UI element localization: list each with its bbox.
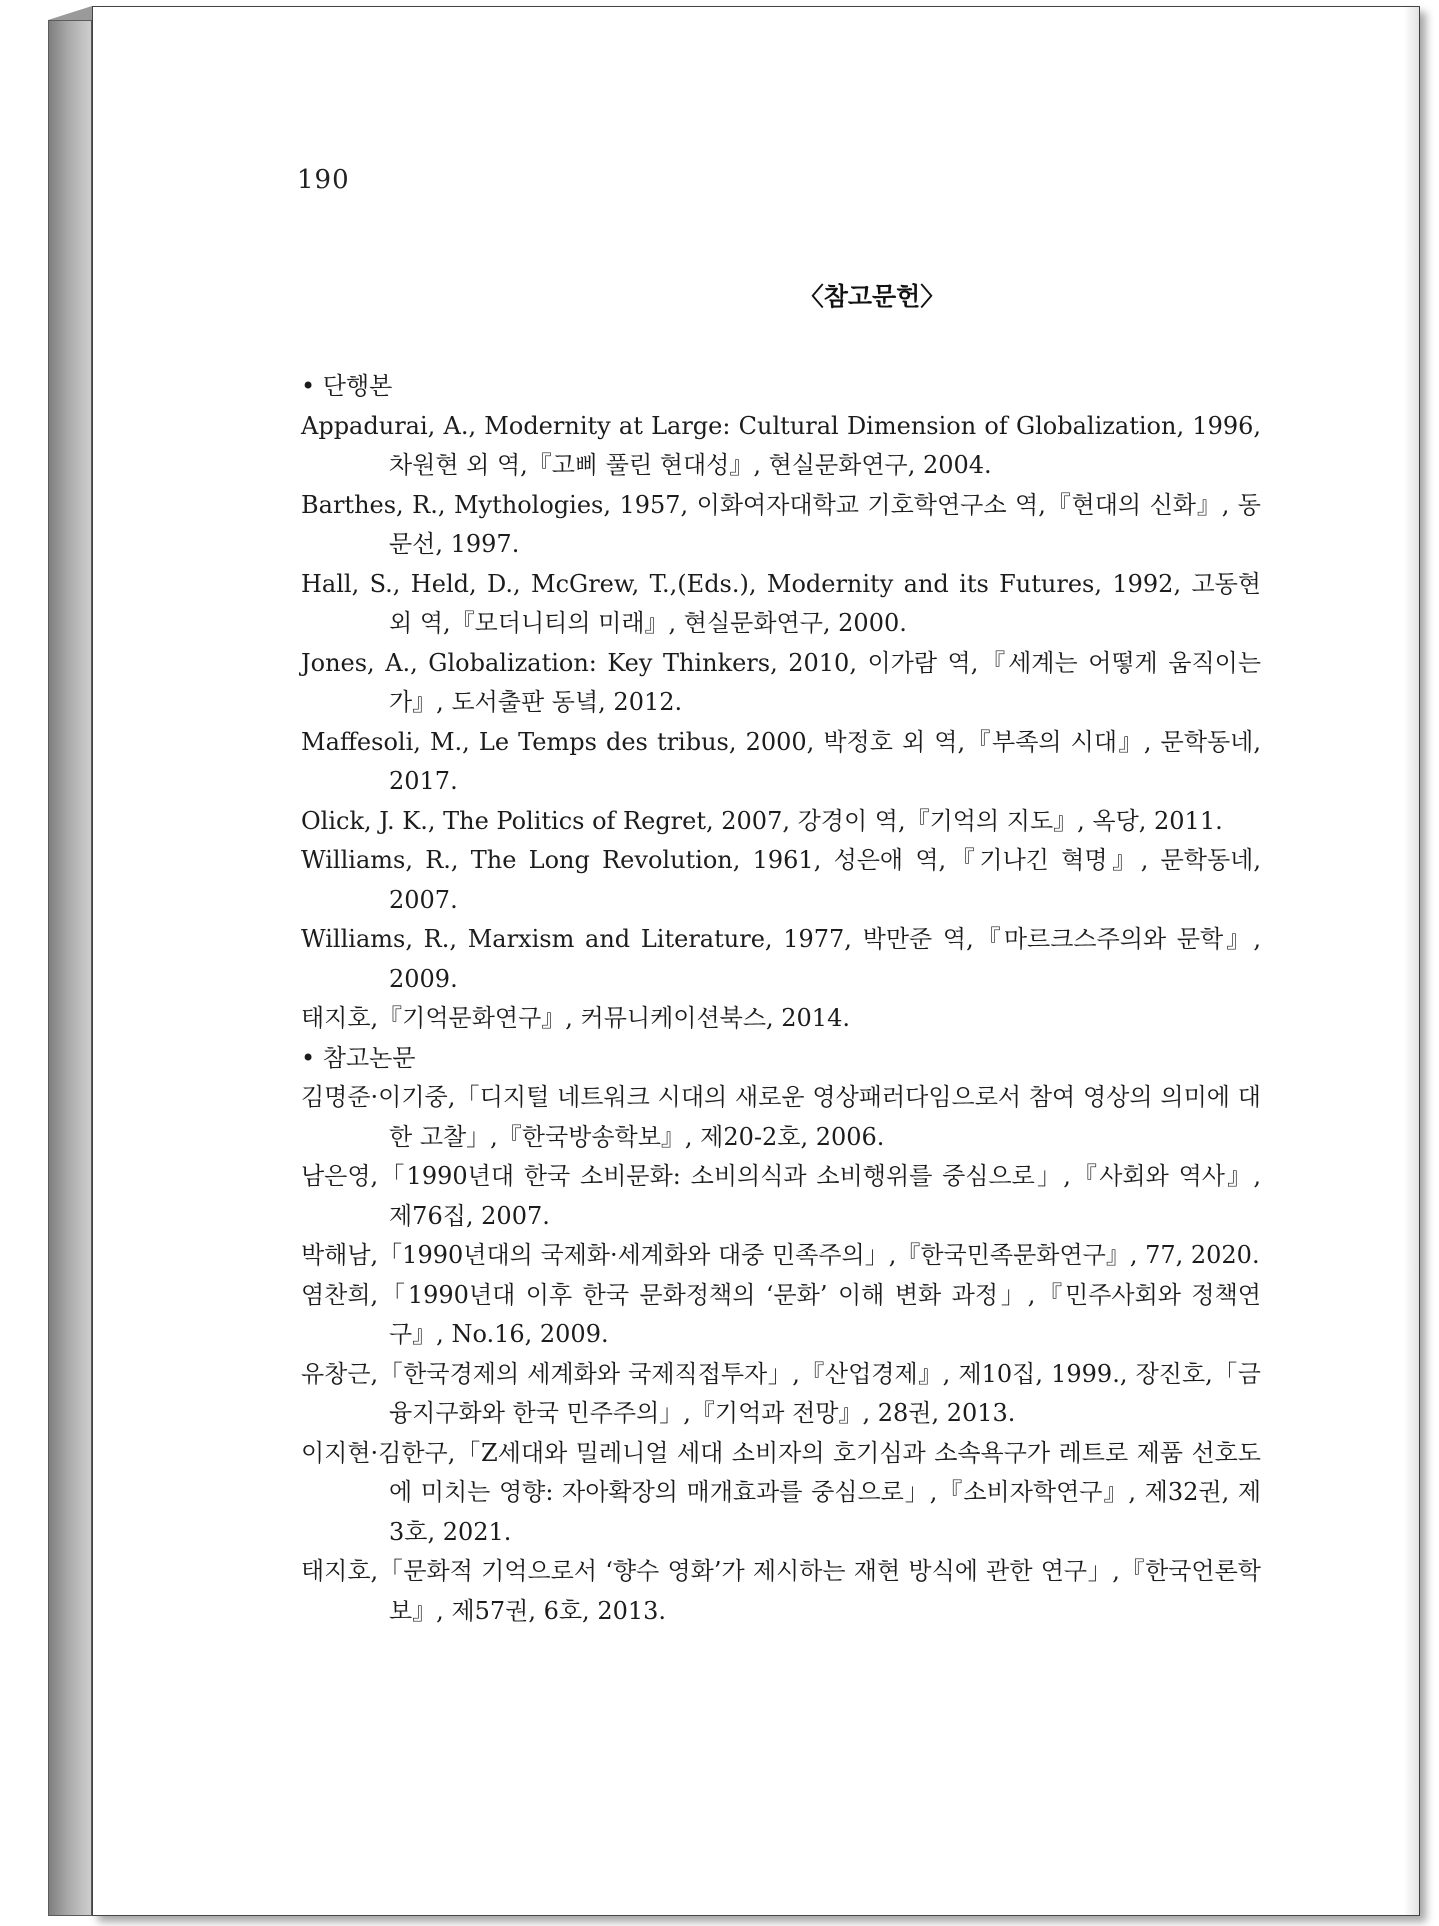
reference-entry: 염찬희,「1990년대 이후 한국 문화정책의 ‘문화’ 이해 변화 과정」,『민주사회와 정책연구』, No.16, 2009. [301,1280,1261,1348]
reference-entry: Maffesoli, M., Le Temps des tribus, 2000, 박정호 외 역,『부족의 시대』, 문학동네, 2017. [301,727,1261,795]
reference-entry: Olick, J. K., The Politics of Regret, 2007, 강경이 역,『기억의 지도』, 옥당, 2011. [301,806,1223,835]
book-page [92,6,1420,1916]
reference-entry: 김명준·이기중,「디지털 네트워크 시대의 새로운 영상패러다임으로서 참여 영상의 의미에 대한 고찰」,『한국방송학보』, 제20-2호, 2006. [301,1083,1261,1151]
reference-entry: 남은영,「1990년대 한국 소비문화: 소비의식과 소비행위를 중심으로」,『사회와 역사』, 제76집, 2007. [301,1162,1261,1230]
book-spine [48,20,92,1916]
reference-entry: 이지현·김한구,「Z세대와 밀레니얼 세대 소비자의 호기심과 소속욕구가 레트로 제품 선호도에 미치는 영향: 자아확장의 매개효과를 중심으로」,『소비자학연구』, 제32권, 제3호, 2021. [301,1438,1261,1546]
reference-entry: 박해남,「1990년대의 국제화·세계화와 대중 민족주의」,『한국민족문화연구』, 77, 2020. [301,1241,1260,1269]
reference-entry: Jones, A., Globalization: Key Thinkers, 2010, 이가람 역,『세계는 어떻게 움직이는가』, 도서출판 동녘, 2012. [301,648,1261,716]
reference-entry: 태지호,「문화적 기억으로서 ‘향수 영화’가 제시하는 재현 방식에 관한 연구」,『한국언론학보』, 제57권, 6호, 2013. [301,1557,1261,1625]
reference-entry: 태지호,『기억문화연구』, 커뮤니케이션북스, 2014. [301,1004,850,1032]
reference-entry: Williams, R., The Long Revolution, 1961, 성은애 역,『기나긴 혁명』, 문학동네, 2007. [301,846,1261,914]
reference-entry: Barthes, R., Mythologies, 1957, 이화여자대학교 기호학연구소 역,『현대의 신화』, 동문선, 1997. [301,490,1261,558]
reference-entry: Appadurai, A., Modernity at Large: Cultural Dimension of Globalization, 1996, 차원현 외 역,『고삐 풀린 현대성』, 현실문화연구, 2004. [301,411,1261,479]
page-heading: 〈참고문헌〉 [798,282,946,311]
book-mockup [48,6,1428,1918]
section-title-papers: • 참고논문 [301,1043,416,1072]
book-spine-top [48,6,92,20]
reference-entry: 유창근,「한국경제의 세계화와 국제직접투자」,『산업경제』, 제10집, 1999., 장진호,「금융지구화와 한국 민주주의」,『기억과 전망』, 28권, 2013. [301,1359,1261,1427]
reference-entry: Williams, R., Marxism and Literature, 1977, 박만준 역,『마르크스주의와 문학』, 2009. [301,925,1261,993]
reference-entry: Hall, S., Held, D., McGrew, T.,(Eds.), Modernity and its Futures, 1992, 고동현 외 역,『모더니티의 미래』, 현실문화연구, 2000. [301,569,1261,637]
page-number: 190 [297,165,350,195]
section-title-books: • 단행본 [301,372,393,400]
references-list [301,367,1261,1631]
